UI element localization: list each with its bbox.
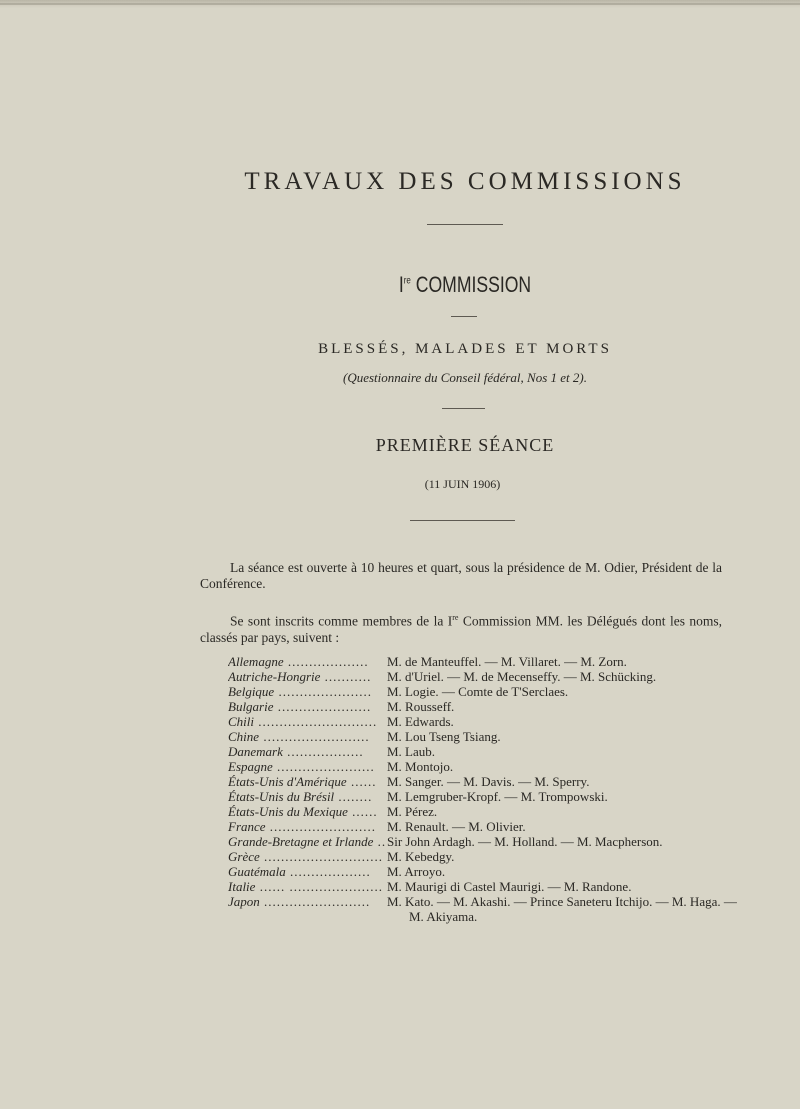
delegation-row: [228, 684, 738, 699]
country-label: Italie: [228, 879, 256, 894]
delegate-names: M. Lemgruber-Kropf. — M. Trompowski.: [387, 789, 608, 804]
leader-dots: ......................: [273, 699, 372, 714]
delegate-names: M. Edwards.: [387, 714, 454, 729]
delegation-row: [228, 834, 738, 849]
country-label: Chine: [228, 729, 260, 744]
country-label: Chili: [228, 714, 255, 729]
delegation-row: [228, 729, 738, 744]
country-name: [228, 759, 387, 774]
leader-dots: ..................: [282, 744, 364, 759]
country-label: États-Unis du Mexique: [228, 804, 348, 819]
country-label: Allemagne: [228, 654, 284, 669]
country-label: Guatémala: [228, 864, 286, 879]
commission-heading: [93, 272, 800, 298]
leader-dots: ..: [373, 834, 387, 849]
delegate-names: M. Maurigi di Castel Maurigi. — M. Randone.: [387, 879, 632, 894]
delegation-row: [228, 819, 738, 834]
country-name: [228, 654, 387, 669]
members-paragraph-suffix: re: [452, 613, 459, 622]
delegation-row: [228, 669, 738, 684]
members-paragraph-start: Se sont inscrits comme membres de la I: [230, 613, 453, 629]
delegation-row: [228, 744, 738, 759]
country-name: [228, 699, 387, 714]
leader-dots: ...................: [285, 864, 371, 879]
questionnaire-reference: (Questionnaire du Conseil fédéral, Nos 1 et 2).: [343, 370, 587, 385]
country-name: [228, 789, 387, 804]
divider-rule: [442, 408, 485, 409]
divider-rule: [451, 316, 477, 317]
main-title: TRAVAUX DES COMMISSIONS: [244, 168, 686, 195]
leader-dots: ......................: [274, 684, 372, 699]
divider-rule: [427, 224, 503, 225]
divider-rule: [410, 520, 515, 521]
delegate-names: M. Lou Tseng Tsiang.: [387, 729, 501, 744]
delegate-names: M. Arroyo.: [387, 864, 446, 879]
delegate-names-continuation: M. Akiyama.: [409, 909, 478, 924]
country-name: [228, 894, 387, 924]
leader-dots: .........................: [265, 819, 377, 834]
delegation-row: [228, 804, 738, 819]
page-edge-line: [0, 3, 800, 5]
country-label: Espagne: [228, 759, 273, 774]
delegate-names: M. Sanger. — M. Davis. — M. Sperry.: [387, 774, 590, 789]
country-name: [228, 684, 387, 699]
country-label: États-Unis du Brésil: [228, 789, 335, 804]
delegation-row: [228, 774, 738, 789]
country-label: Japon: [228, 894, 260, 909]
opening-paragraph: La séance est ouverte à 10 heures et quart, sous la présidence de M. Odier, Président de la Conférence.: [200, 560, 722, 591]
leader-dots: .........................: [259, 894, 371, 909]
commission-numeral-suffix: re: [403, 275, 411, 287]
leader-dots: ...................: [283, 654, 369, 669]
country-name: [228, 804, 387, 819]
delegate-names: M. Logie. — Comte de T'Serclaes.: [387, 684, 569, 699]
members-paragraph-end: Commission MM. les Délégués dont les noms, classés par pays, suivent :: [200, 613, 723, 645]
delegate-names: M. Pérez.: [387, 804, 438, 819]
country-name: [228, 819, 387, 834]
delegation-row: [228, 864, 738, 879]
country-name: [228, 729, 387, 744]
delegate-names: [387, 894, 738, 924]
country-name: [228, 849, 387, 864]
leader-dots: ...... ......................: [255, 879, 383, 894]
country-label: France: [228, 819, 266, 834]
delegate-names-line: M. Kato. — M. Akashi. — Prince Saneteru Itchijo. — M. Haga. —: [387, 894, 737, 909]
country-label: Danemark: [228, 744, 283, 759]
country-name: [228, 879, 387, 894]
country-name: [228, 714, 387, 729]
country-name: [228, 669, 387, 684]
delegates-list: [228, 654, 738, 924]
commission-numeral: I: [398, 272, 404, 297]
members-paragraph: [200, 610, 722, 646]
country-label: Autriche-Hongrie: [228, 669, 321, 684]
delegate-names: Sir John Ardagh. — M. Holland. — M. Macpherson.: [387, 834, 663, 849]
country-name: [228, 834, 387, 849]
country-name: [228, 774, 387, 789]
leader-dots: ...........: [320, 669, 372, 684]
country-label: Bulgarie: [228, 699, 274, 714]
delegation-row: [228, 714, 738, 729]
delegation-row: [228, 879, 738, 894]
leader-dots: .......................: [272, 759, 375, 774]
delegate-names: M. Kebedgy.: [387, 849, 455, 864]
leader-dots: ............................: [259, 849, 384, 864]
delegate-names: M. d'Uriel. — M. de Mecenseffy. — M. Schücking.: [387, 669, 657, 684]
seance-date: (11 JUIN 1906): [424, 477, 501, 491]
delegate-names: M. Laub.: [387, 744, 436, 759]
delegation-row: [228, 759, 738, 774]
delegation-row: [228, 699, 738, 714]
delegate-names: M. Rousseff.: [387, 699, 455, 714]
leader-dots: ......: [347, 804, 378, 819]
delegation-row: [228, 849, 738, 864]
country-name: [228, 864, 387, 879]
country-label: États-Unis d'Amérique: [228, 774, 347, 789]
leader-dots: .........................: [259, 729, 370, 744]
seance-title: PREMIÈRE SÉANCE: [375, 435, 555, 455]
delegation-row: [228, 789, 738, 804]
country-label: Belgique: [228, 684, 275, 699]
delegate-names: M. Renault. — M. Olivier.: [387, 819, 526, 834]
delegate-names: M. Montojo.: [387, 759, 454, 774]
commission-subject: BLESSÉS, MALADES ET MORTS: [318, 341, 612, 357]
country-label: Grande-Bretagne et Irlande: [228, 834, 374, 849]
country-label: Grèce: [228, 849, 260, 864]
leader-dots: ........: [334, 789, 373, 804]
country-name: [228, 744, 387, 759]
delegation-row: [228, 654, 738, 669]
commission-word: COMMISSION: [415, 272, 532, 297]
leader-dots: ............................: [254, 714, 378, 729]
delegate-names: M. de Manteuffel. — M. Villaret. — M. Zorn.: [387, 654, 627, 669]
delegation-row: [228, 894, 738, 924]
leader-dots: ......: [346, 774, 377, 789]
